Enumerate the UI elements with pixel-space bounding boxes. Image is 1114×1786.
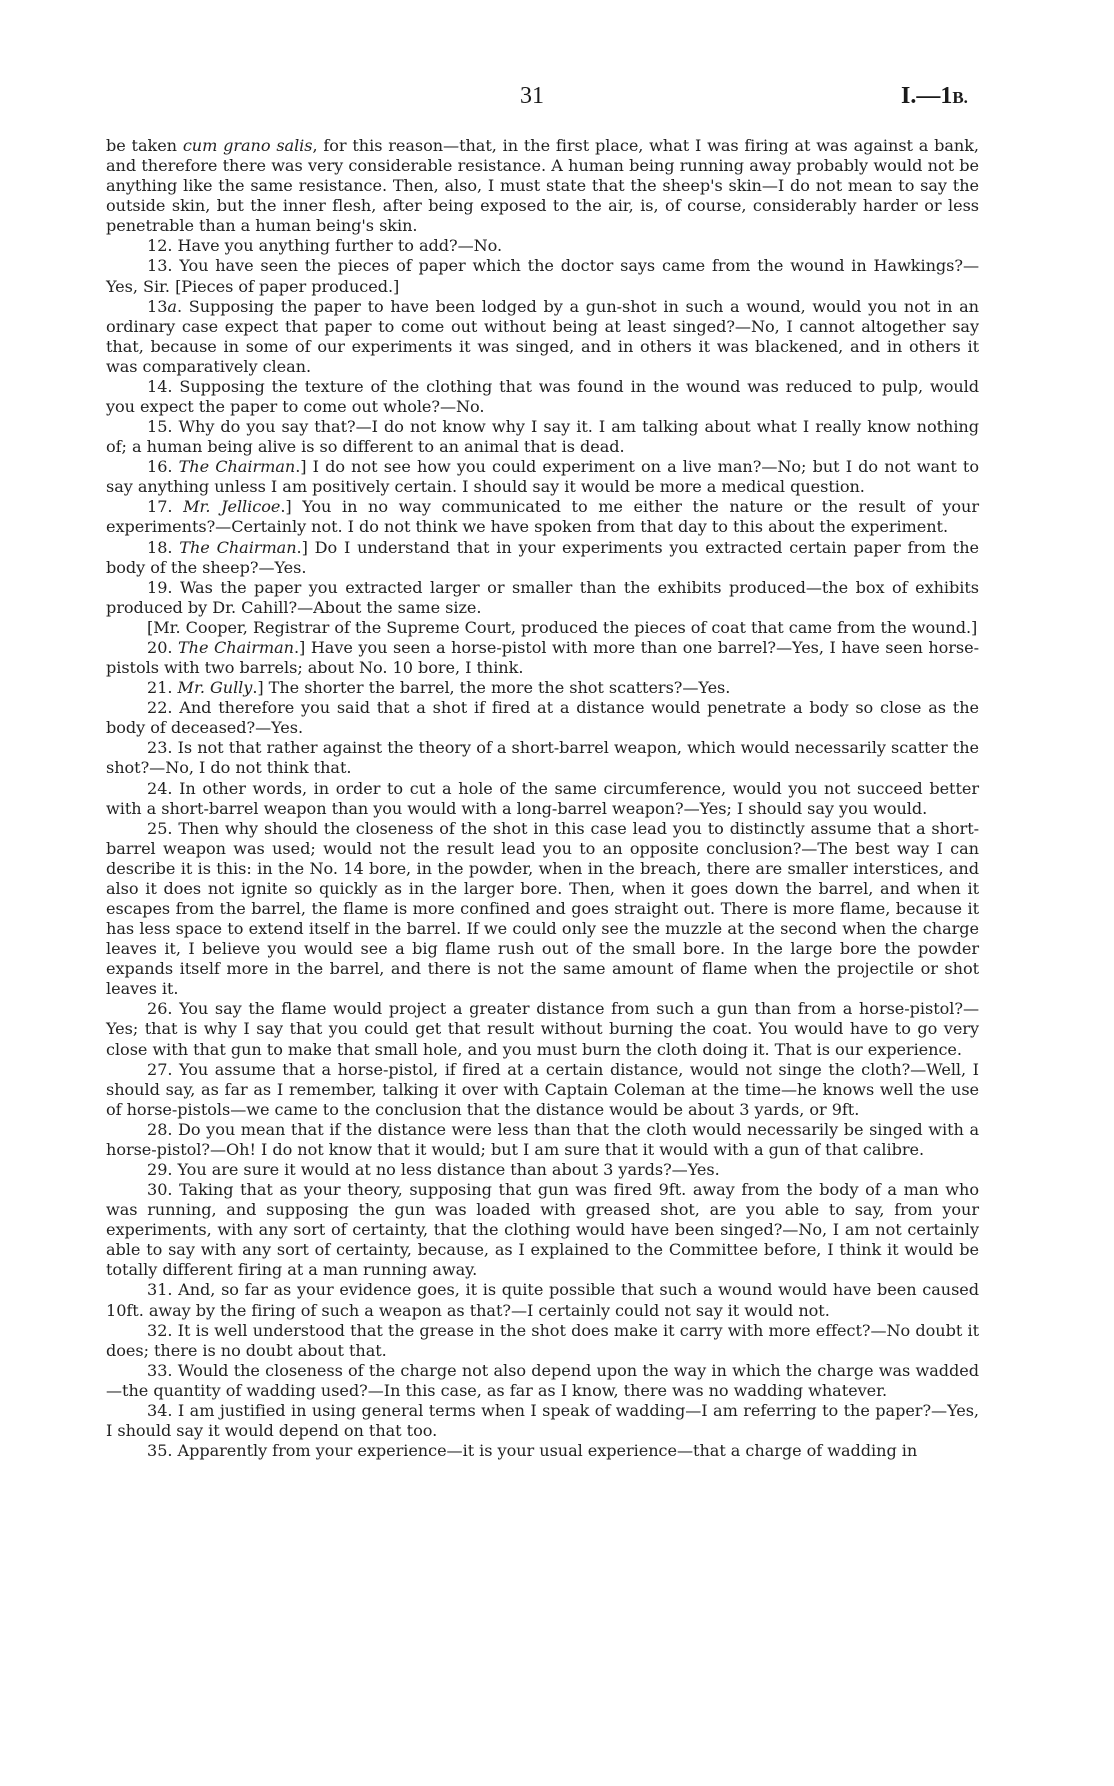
paragraph: 32. It is well understood that the grease in the shot does make it carry with more effect?—No doubt it does; there is no doubt about that. [106, 1320, 979, 1360]
paragraph: 13. You have seen the pieces of paper which the doctor says came from the wound in Hawkings?—Yes, Sir. [Pieces of paper produced.] [106, 256, 979, 296]
paragraph: 24. In other words, in order to cut a hole of the same circumference, would you not succeed better with a short-barrel weapon than you would with a long-barrel weapon?—Yes; I should say you would. [106, 778, 979, 818]
paragraph: 34. I am justified in using general terms when I speak of wadding—I am referring to the paper?—Yes, I should say it would depend on that too. [106, 1400, 979, 1440]
paragraph: 26. You say the flame would project a greater distance from such a gun than from a horse-pistol?—Yes; that is why I say that you could get that result without burning the coat. You would have to go very close with that gun to make that small hole, and you must burn the cloth doing it. That is our experience. [106, 999, 979, 1059]
paragraph: 28. Do you mean that if the distance were less than that the cloth would necessarily be singed with a horse-pistol?—Oh! I do not know that it would; but I am sure that it would with a gun of that calibre. [106, 1119, 979, 1159]
document-reference-suffix: B. [952, 88, 968, 107]
document-reference [901, 83, 968, 110]
paragraph: 16. The Chairman.] I do not see how you could experiment on a live man?—No; but I do not want to say anything unless I am positively certain. I should say it would be more a medical question. [106, 457, 979, 497]
paragraph: 18. The Chairman.] Do I understand that in your experiments you extracted certain paper from the body of the sheep?—Yes. [106, 537, 979, 577]
paragraph: 27. You assume that a horse-pistol, if fired at a certain distance, would not singe the cloth?—Well, I should say, as far as I remember, talking it over with Captain Coleman at the time—he knows well the use of horse-pistols—we came to the conclusion that the distance would be about 3 yards, or 9ft. [106, 1059, 979, 1119]
paragraph: 15. Why do you say that?—I do not know why I say it. I am talking about what I really know nothing of; a human being alive is so different to an animal that is dead. [106, 417, 979, 457]
paragraph: 21. Mr. Gully.] The shorter the barrel, the more the shot scatters?—Yes. [147, 678, 731, 698]
paragraph: 33. Would the closeness of the charge not also depend upon the way in which the charge was wadded—the quantity of wadding used?—In this case, as far as I know, there was no wadding whatever. [106, 1360, 979, 1400]
document-reference-main: I.—1 [901, 83, 953, 109]
paragraph: 17. Mr. Jellicoe.] You in no way communicated to me either the nature or the result of your experiments?—Certainly not. I do not think we have spoken from that day to this about the experiment. [106, 497, 980, 537]
paragraph: 35. Apparently from your experience—it is your usual experience—that a charge of wadding in [147, 1441, 918, 1461]
paragraph: 19. Was the paper you extracted larger or smaller than the exhibits produced—the box of exhibits produced by Dr. Cahill?—About the same size. [106, 577, 979, 617]
paragraph: 14. Supposing the texture of the clothing that was found in the wound was reduced to pulp, would you expect the paper to come out whole?—No. [106, 376, 979, 417]
paragraph: 29. You are sure it would at no less distance than about 3 yards?—Yes. [147, 1159, 720, 1179]
paragraph: 12. Have you anything further to add?—No. [147, 236, 503, 256]
document-body [106, 136, 979, 1461]
paragraph: 25. Then why should the closeness of the shot in this case lead you to distinctly assume that a short-barrel weapon was used; would not the result lead you to an opposite conclusion?—The best way I can describe it is this: in the No. 14 bore, in the powder, when in the breach, there are smaller interstices, and also it does not ignite so quickly as in the larger bore. Then, when it goes down the barrel, and when it escapes from the barrel, the flame is more confined and goes straight out. There is more flame, because it has less space to extend itself in the barrel. If we could only see the muzzle at the second when the charge leaves it, I believe you would see a big flame rush out of the small bore. In the large bore the powder expands itself more in the barrel, and there is not the same amount of flame when the projectile or shot leaves it. [106, 818, 979, 999]
paragraph: 31. And, so far as your evidence goes, it is quite possible that such a wound would have been caused 10ft. away by the firing of such a weapon as that?—I certainly could not say it would not. [106, 1280, 979, 1320]
page-number: 31 [520, 83, 544, 109]
paragraph: [Mr. Cooper, Registrar of the Supreme Court, produced the pieces of coat that came from the wound.] [147, 617, 978, 637]
paragraph: be taken cum grano salis, for this reason—that, in the first place, what I was firing at was against a bank, and therefore there was very considerable resistance. A human being running away probably would not be anything like the same resistance. Then, also, I must state that the sheep's skin—I do not mean to say the outside skin, but the inner flesh, after being exposed to the air, is, of course, considerably harder or less penetrable than a human being's skin. [106, 136, 979, 236]
paragraph: 23. Is not that rather against the theory of a short-barrel weapon, which would necessarily scatter the shot?—No, I do not think that. [106, 738, 979, 778]
paragraph: 22. And therefore you said that a shot if fired at a distance would penetrate a body so close as the body of deceased?—Yes. [106, 698, 979, 738]
paragraph: 13a. Supposing the paper to have been lodged by a gun-shot in such a wound, would you not in an ordinary case expect that paper to come out without being at least singed?—No, I cannot altogether say that, because in some of our experiments it was singed, and in others it was blackened, and in others it was comparatively clean. [106, 296, 979, 376]
paragraph: 30. Taking that as your theory, supposing that gun was fired 9ft. away from the body of a man who was running, and supposing the gun was loaded with greased shot, are you able to say, from your experiments, with any sort of certainty, that the clothing would have been singed?—No, I am not certainly able to say with any sort of certainty, because, as I explained to the Committee before, I think it would be totally different firing at a man running away. [106, 1180, 979, 1280]
paragraph: 20. The Chairman.] Have you seen a horse-pistol with more than one barrel?—Yes, I have seen horse-pistols with two barrels; about No. 10 bore, I think. [106, 637, 979, 678]
